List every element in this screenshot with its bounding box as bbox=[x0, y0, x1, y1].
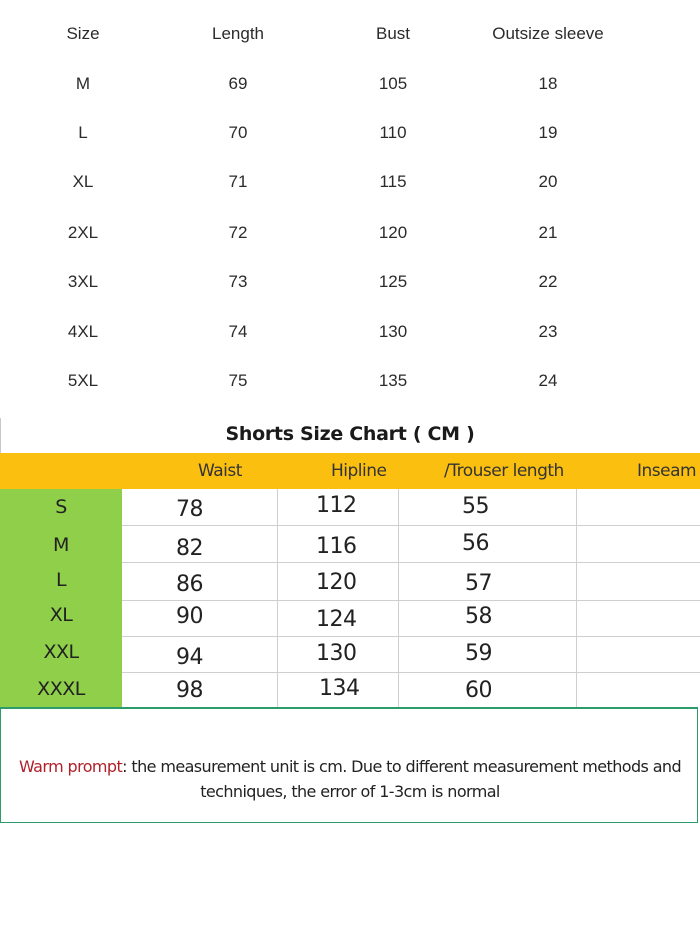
size-label: S bbox=[55, 496, 67, 518]
shirt-sleeve: 20 bbox=[538, 172, 558, 191]
table-row bbox=[0, 366, 700, 396]
size-label: XXL bbox=[43, 641, 79, 663]
table-row bbox=[0, 267, 700, 297]
shirt-size: 4XL bbox=[67, 322, 99, 341]
shirt-length: 69 bbox=[228, 74, 248, 93]
table-row bbox=[0, 118, 700, 148]
hipline-value: 120 bbox=[316, 570, 357, 595]
note-line-1 bbox=[0, 757, 700, 776]
hipline-value: 116 bbox=[316, 534, 357, 559]
size-label: M bbox=[53, 534, 69, 556]
trouser-value: 60 bbox=[465, 678, 492, 703]
divider bbox=[576, 489, 577, 707]
shirt-size: M bbox=[75, 74, 91, 93]
trouser-value: 59 bbox=[465, 641, 492, 666]
hipline-value: 130 bbox=[316, 641, 357, 666]
size-column bbox=[0, 489, 122, 707]
divider bbox=[122, 562, 700, 563]
shirt-sleeve: 24 bbox=[538, 371, 558, 390]
divider bbox=[122, 525, 700, 526]
shirt-sleeve: 23 bbox=[538, 322, 558, 341]
shirt-header-length: Length bbox=[212, 24, 264, 43]
note-line-2: techniques, the error of 1-3cm is normal bbox=[200, 782, 500, 801]
header-waist: Waist bbox=[198, 461, 242, 481]
shirt-sleeve: 19 bbox=[538, 123, 558, 142]
note-text-1: : the measurement unit is cm. Due to different measurement methods and bbox=[122, 757, 682, 776]
hipline-value: 112 bbox=[316, 493, 357, 518]
header-trouser-length: /Trouser length bbox=[444, 461, 564, 481]
shirt-bust: 105 bbox=[378, 74, 408, 93]
shirt-bust: 135 bbox=[378, 371, 408, 390]
divider bbox=[398, 489, 399, 707]
shorts-chart-title: Shorts Size Chart ( CM ) bbox=[225, 423, 475, 445]
shirt-size: 2XL bbox=[67, 223, 99, 242]
trouser-value: 56 bbox=[462, 531, 489, 556]
divider bbox=[122, 636, 700, 637]
size-label: L bbox=[55, 569, 67, 591]
shirt-header-size: Size bbox=[66, 24, 100, 43]
shirt-length: 72 bbox=[228, 223, 248, 242]
divider bbox=[277, 489, 278, 707]
waist-value: 98 bbox=[176, 678, 203, 703]
shirt-length: 71 bbox=[228, 172, 248, 191]
shirt-bust: 115 bbox=[379, 172, 407, 191]
shirt-length: 74 bbox=[228, 322, 248, 341]
shirt-size: L bbox=[78, 123, 88, 142]
shirt-size: 3XL bbox=[67, 272, 99, 291]
shirt-sleeve: 21 bbox=[538, 223, 558, 242]
hipline-value: 134 bbox=[319, 676, 360, 701]
shirt-length: 70 bbox=[228, 123, 248, 142]
trouser-value: 58 bbox=[465, 604, 492, 629]
shirt-bust: 110 bbox=[379, 123, 407, 142]
waist-value: 86 bbox=[176, 572, 203, 597]
shirt-sleeve: 22 bbox=[538, 272, 558, 291]
divider bbox=[122, 672, 700, 673]
shirt-header-sleeve: Outsize sleeve bbox=[492, 24, 604, 43]
header-inseam: Inseam bbox=[637, 461, 697, 481]
waist-value: 94 bbox=[176, 645, 203, 670]
shirt-length: 73 bbox=[228, 272, 248, 291]
shirt-size: XL bbox=[72, 172, 94, 191]
shirt-header-row bbox=[0, 19, 700, 49]
shirt-size-table bbox=[0, 0, 700, 410]
shirt-bust: 130 bbox=[378, 322, 408, 341]
hipline-value: 124 bbox=[316, 607, 357, 632]
shirt-header-bust: Bust bbox=[375, 24, 411, 43]
warm-prompt-label: Warm prompt bbox=[18, 757, 123, 776]
waist-value: 82 bbox=[176, 536, 203, 561]
waist-value: 78 bbox=[176, 497, 203, 522]
table-row bbox=[0, 218, 700, 248]
shirt-bust: 125 bbox=[378, 272, 408, 291]
shirt-size: 5XL bbox=[67, 371, 99, 390]
size-label: XL bbox=[49, 604, 73, 626]
trouser-value: 55 bbox=[462, 494, 489, 519]
shirt-bust: 120 bbox=[378, 223, 408, 242]
size-label: XXXL bbox=[37, 678, 85, 700]
table-row bbox=[0, 317, 700, 347]
shorts-header-row bbox=[0, 453, 700, 489]
shirt-length: 75 bbox=[228, 371, 248, 390]
table-row bbox=[0, 69, 700, 99]
shirt-sleeve: 18 bbox=[538, 74, 558, 93]
divider bbox=[122, 600, 700, 601]
waist-value: 90 bbox=[176, 604, 203, 629]
table-row bbox=[0, 167, 700, 197]
header-hipline: Hipline bbox=[331, 461, 387, 481]
trouser-value: 57 bbox=[465, 571, 492, 596]
